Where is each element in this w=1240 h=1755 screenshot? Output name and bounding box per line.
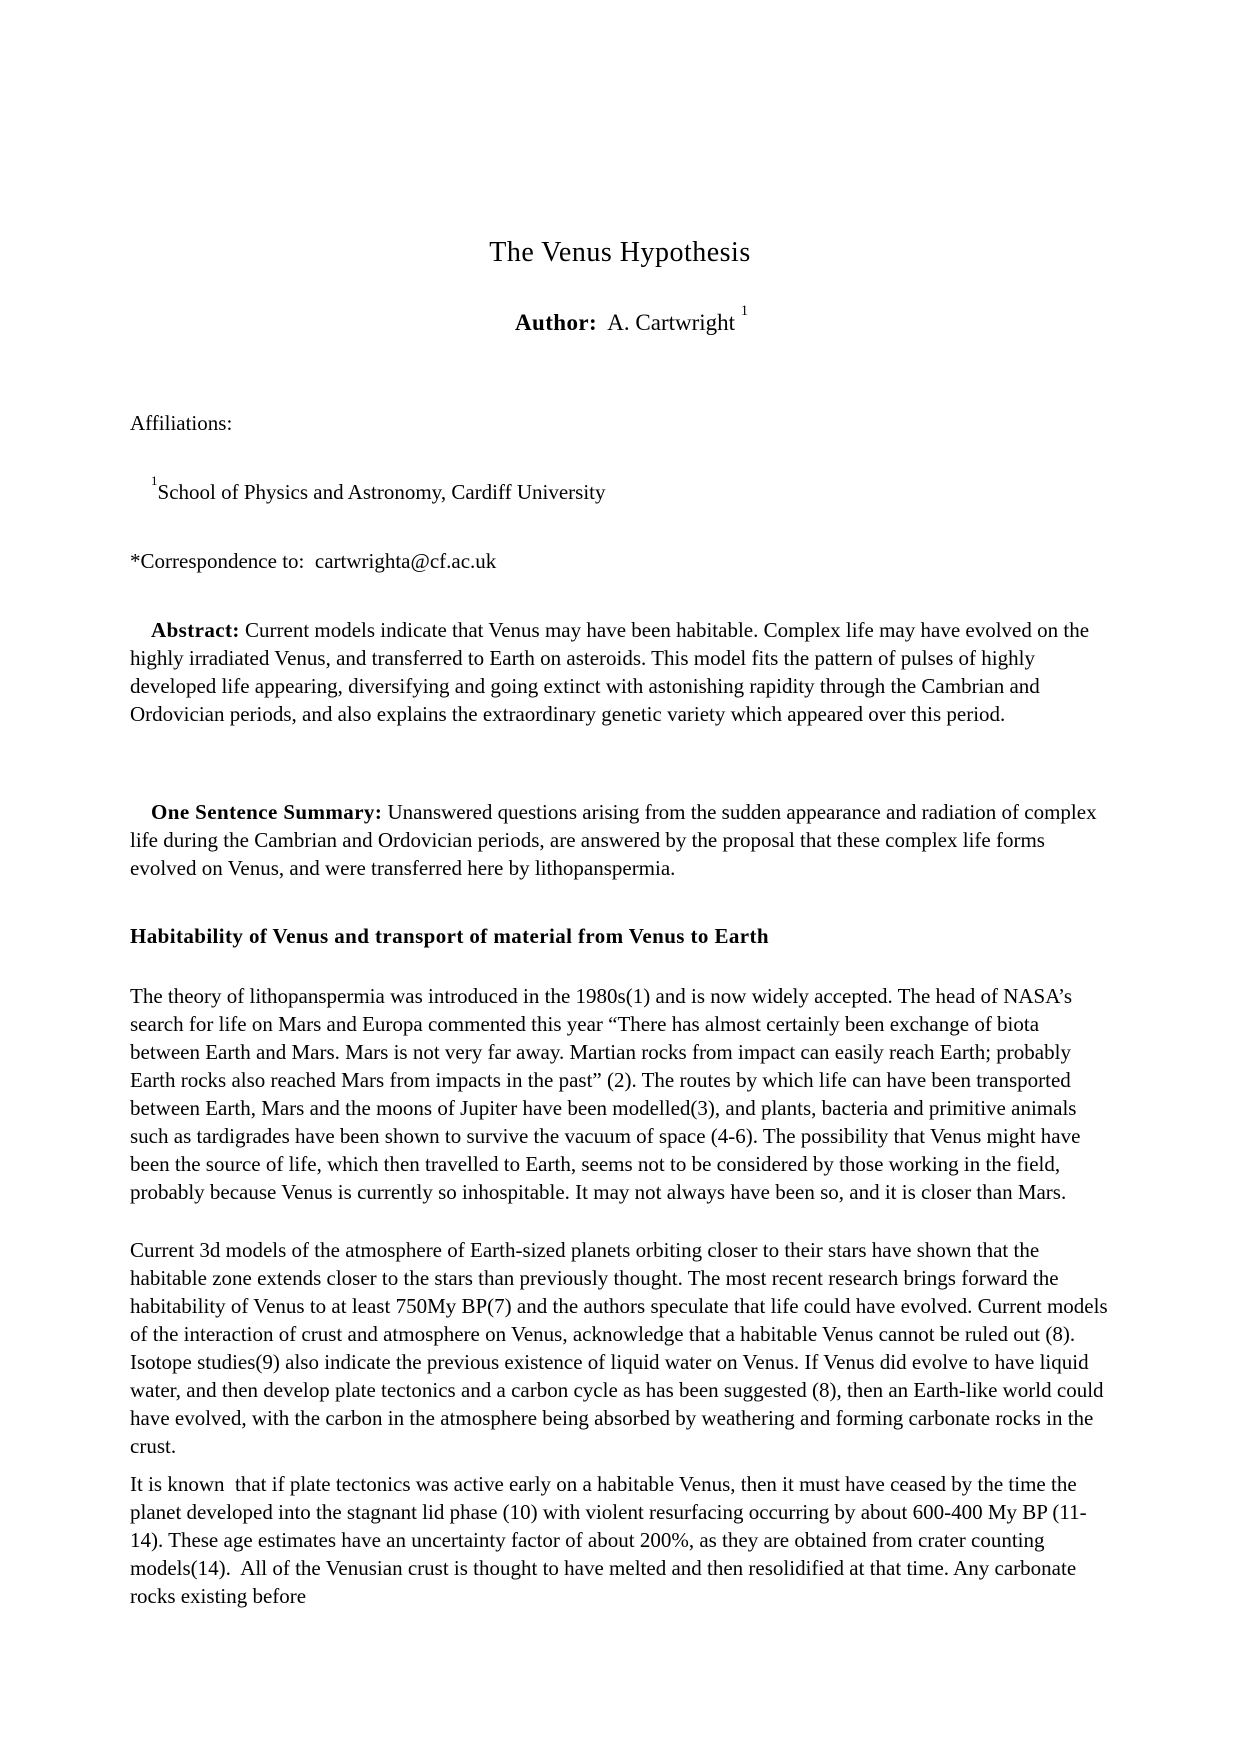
affiliation-superscript: 1 bbox=[151, 473, 158, 489]
author-label: Author: bbox=[515, 310, 598, 335]
affiliations-label: Affiliations: bbox=[130, 411, 233, 435]
paper-title: The Venus Hypothesis bbox=[489, 237, 751, 268]
abstract-paragraph bbox=[130, 588, 1110, 756]
summary-label: One Sentence Summary: bbox=[151, 800, 383, 824]
one-sentence-summary-paragraph bbox=[130, 770, 1110, 910]
section-heading: Habitability of Venus and transport of material from Venus to Earth bbox=[130, 924, 769, 948]
correspondence-line: *Correspondence to: cartwrighta@cf.ac.uk bbox=[130, 549, 497, 573]
abstract-text: Current models indicate that Venus may have been habitable. Complex life may have evolved on the highly irradiated Venus, and transferred to Earth on asteroids. This model fits the pattern of pulses of highly developed life appearing, diversifying and going extinct with astonishing rapidity through the Cambrian and Ordovician periods, and also explains the extraordinary genetic variety which appeared over this period. bbox=[130, 618, 1095, 726]
affiliation-text: School of Physics and Astronomy, Cardiff University bbox=[157, 480, 606, 504]
body-paragraph-1: The theory of lithopanspermia was introduced in the 1980s(1) and is now widely accepted. The head of NASA’s search for life on Mars and Europa commented this year “There has almost certainly been exchange of biota between Earth and Mars. Mars is not very far away. Martian rocks from impact can easily reach Earth; probably Earth rocks also reached Mars from impacts in the past” (2). The routes by which life can have been transported between Earth, Mars and the moons of Jupiter have been modelled(3), and plants, bacteria and primitive animals such as tardigrades have been shown to survive the vacuum of space (4-6). The possibility that Venus might have been the source of life, which then travelled to Earth, seems not to be considered by those working in the field, probably because Venus is currently so inhospitable. It may not always have been so, and it is closer than Mars. bbox=[130, 984, 1086, 1204]
author-name: A. Cartwright bbox=[597, 310, 741, 335]
summary-text: Unanswered questions arising from the sudden appearance and radiation of complex life during the Cambrian and Ordovician periods, are answered by the proposal that these complex life forms evolved on Venus, and were transferred here by lithopanspermia. bbox=[130, 800, 1102, 880]
body-paragraph-3: It is known that if plate tectonics was active early on a habitable Venus, then it must have ceased by the time the planet developed into the stagnant lid phase (10) with violent resurfacing occurring by about 600-400 My BP (11-14). These age estimates have an uncertainty factor of about 200%, as they are obtained from crater counting models(14). All of the Venusian crust is thought to have melted and then resolidified at that time. Any carbonate rocks existing before bbox=[130, 1472, 1087, 1608]
body-paragraph-2: Current 3d models of the atmosphere of Earth-sized planets orbiting closer to their stars have shown that the habitable zone extends closer to the stars than previously thought. The most recent research brings forward the habitability of Venus to at least 750My BP(7) and the authors speculate that life could have evolved. Current models of the interaction of crust and atmosphere on Venus, acknowledge that a habitable Venus cannot be ruled out (8). Isotope studies(9) also indicate the previous existence of liquid water on Venus. If Venus did evolve to have liquid water, and then develop plate tectonics and a carbon cycle as has been suggested (8), then an Earth-like world could have evolved, with the carbon in the atmosphere being absorbed by weathering and forming carbonate rocks in the crust. bbox=[130, 1238, 1113, 1458]
author-superscript: 1 bbox=[740, 302, 748, 319]
abstract-label: Abstract: bbox=[151, 618, 240, 642]
affiliation-line bbox=[130, 450, 1110, 534]
author-line bbox=[130, 281, 1110, 365]
